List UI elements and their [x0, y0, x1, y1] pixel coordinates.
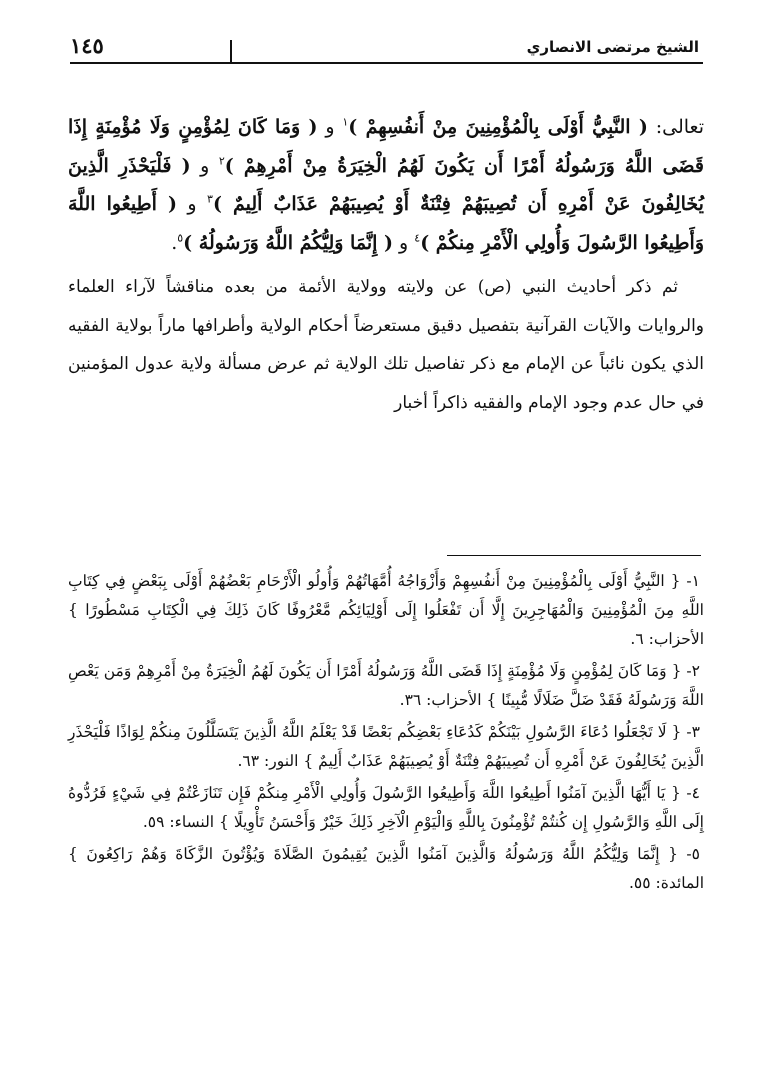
- footnote-separator: [447, 555, 701, 556]
- page-number: ١٤٥: [70, 33, 104, 58]
- quran-verse-3: ( فَلْيَحْذَرِ الَّذِينَ يُخَالِفُونَ عَنْ أَمْرِهِ أَن تُصِيبَهُمْ فِتْنَةٌ أَوْ يُصِيبَهُمْ عَذَابٌ أَلِيمٌ ): [68, 154, 704, 215]
- footnote-1: ١- { النَّبِيُّ أَوْلَى بِالْمُؤْمِنِينَ مِنْ أَنفُسِهِمْ وَأَزْوَاجُهُ أُمَّهَاتُهُمْ وَأُولُو الْأَرْحَامِ بَعْضُهُمْ أَوْلَى بِبَعْضٍ فِي كِتَابِ اللَّهِ مِنَ الْمُؤْمِنِينَ وَالْمُهَاجِرِينَ إِلَّا أَن تَفْعَلُوا إِلَى أَوْلِيَائِكُم مَّعْرُوفًا كَانَ ذَلِكَ فِي الْكِتَابِ مَسْطُورًا } الأحزاب: ٦.: [68, 572, 704, 648]
- conjunction: و: [317, 116, 343, 138]
- footnote-4: ٤- { يَا أَيُّهَا الَّذِينَ آمَنُوا أَطِيعُوا اللَّهَ وَأَطِيعُوا الرَّسُولَ وَأُولِي الْأَمْرِ مِنكُمْ فَإِن تَنَازَعْتُمْ فِي شَيْءٍ فَرُدُّوهُ إِلَى اللَّهِ وَالرَّسُولِ إِن كُنتُمْ تُؤْمِنُونَ بِاللَّهِ وَالْيَوْمِ الْآخِرِ ذَلِكَ خَيْرٌ وَأَحْسَنُ تَأْوِيلًا } النساء: ٥٩.: [68, 784, 704, 831]
- conjunction: و: [393, 231, 415, 254]
- footnote-ref-1: ١: [342, 115, 349, 129]
- footnote-5: ٥- { إِنَّمَا وَلِيُّكُمُ اللَّهُ وَرَسُولُهُ وَالَّذِينَ آمَنُوا الَّذِينَ يُقِيمُونَ الصَّلَاةَ وَيُؤْتُونَ الزَّكَاةَ وَهُمْ رَاكِعُونَ } المائدة: ٥٥.: [68, 845, 704, 892]
- footnote-ref-4: ٤: [414, 231, 421, 245]
- discussion-paragraph: ثم ذكر أحاديث النبي (ص) عن ولايته وولاية الأئمة من بعده مناقشاً لآراء العلماء والروايات والآيات القرآنية بتفصيل دقيق مستعرضاً أحكام الولاية وأطرافها ماراً بولاية الفقيه الذي يكون نائباً عن الإمام مع ذكر تفاصيل تلك الولاية ثم عرض مسألة ولاية عدول المؤمنين في حال عدم وجود الإمام والفقيه ذاكراً أخبار: [68, 277, 704, 413]
- footnote-3: ٣- { لَا تَجْعَلُوا دُعَاءَ الرَّسُولِ بَيْنَكُمْ كَدُعَاءِ بَعْضِكُم بَعْضًا قَدْ يَعْلَمُ اللَّهُ الَّذِينَ يَتَسَلَّلُونَ مِنكُمْ لِوَاذًا فَلْيَحْذَرِ الَّذِينَ يُخَالِفُونَ عَنْ أَمْرِهِ أَن تُصِيبَهُمْ فِتْنَةٌ أَوْ يُصِيبَهُمْ عَذَابٌ أَلِيمٌ } النور: ٦٣.: [68, 723, 704, 770]
- quran-verse-2: ( وَمَا كَانَ لِمُؤْمِنٍ وَلَا مُؤْمِنَةٍ إِذَا قَضَى اللَّهُ وَرَسُولُهُ أَمْرًا أَن يَكُونَ لَهُمُ الْخِيَرَةُ مِنْ أَمْرِهِمْ ): [68, 116, 704, 177]
- main-text: [68, 108, 704, 422]
- conjunction: و: [190, 154, 219, 177]
- conjunction: و: [176, 193, 208, 215]
- footnotes: [68, 567, 704, 901]
- header-divider: [230, 40, 232, 62]
- footnote-2: ٢- { وَمَا كَانَ لِمُؤْمِنٍ وَلَا مُؤْمِنَةٍ إِذَا قَضَى اللَّهُ وَرَسُولُهُ أَمْرًا أَن يَكُونَ لَهُمُ الْخِيَرَةُ مِنْ أَمْرِهِمْ وَمَن يَعْصِ اللَّهَ وَرَسُولَهُ فَقَدْ ضَلَّ ضَلَالًا مُّبِينًا } الأحزاب: ٣٦.: [68, 662, 704, 709]
- sentence-end: .: [171, 231, 178, 254]
- quran-verse-1: ( النَّبِيُّ أَوْلَى بِالْمُؤْمِنِينَ مِنْ أَنفُسِهِمْ ): [348, 116, 648, 138]
- footnote-ref-2: ٢: [218, 154, 225, 168]
- footnote-ref-5: ٥: [177, 231, 184, 245]
- page-header: [70, 22, 703, 64]
- quran-verse-5: ( إِنَّمَا وَلِيُّكُمُ اللَّهُ وَرَسُولُهُ ): [183, 231, 393, 254]
- quran-verses-paragraph: [68, 108, 704, 262]
- quran-verse-4: ( أَطِيعُوا اللَّهَ وَأَطِيعُوا الرَّسُولَ وَأُولِي الْأَمْرِ مِنكُمْ ): [68, 193, 704, 254]
- footnote-ref-3: ٣: [207, 192, 213, 206]
- intro-text: تعالى:: [647, 116, 704, 138]
- running-title: الشيخ مرتضى الانصاري: [526, 38, 699, 56]
